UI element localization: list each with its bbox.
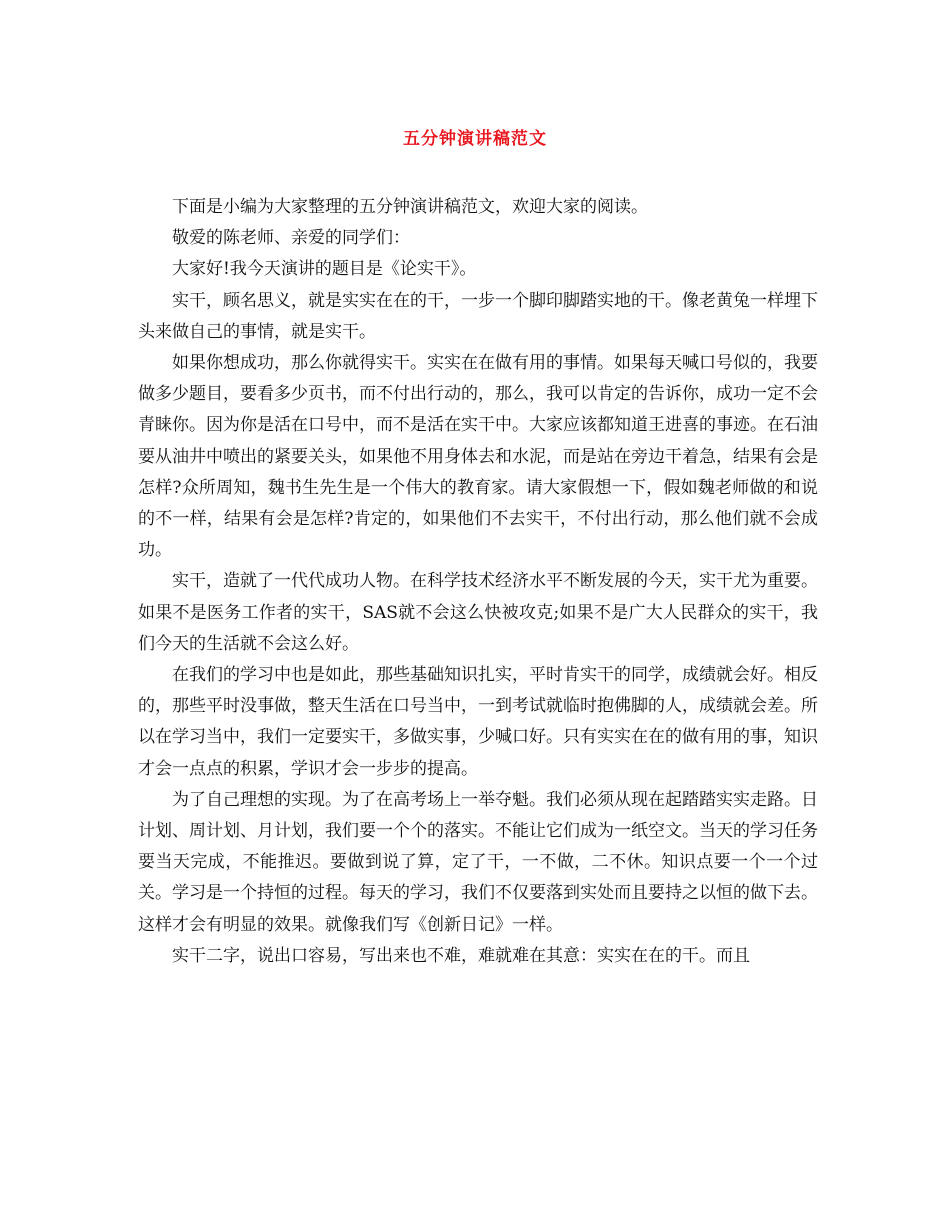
paragraph-ideals: 为了自己理想的实现。为了在高考场上一举夺魁。我们必须从现在起踏踏实实走路。日计划、周计划、月计划，我们要一个个的落实。不能让它们成为一纸空文。当天的学习任务要当天完成，不能推迟。要做到说了算，定了干，一不做，二不休。知识点要一个一个过关。学习是一个持恒的过程。每天的学习，我们不仅要落到实处而且要持之以恒的做下去。这样才会有明显的效果。就像我们写《创新日记》一样。 [138,789,818,935]
paragraph-greeting: 大家好!我今天演讲的题目是《论实干》。 [172,259,477,280]
paragraph-success: 如果你想成功，那么你就得实干。实实在在做有用的事情。如果每天喊口号似的，我要做多少题目，要看多少页书，而不付出行动的，那么，我可以肯定的告诉你，成功一定不会青睐你。因为你是活在口号中，而不是活在实干中。大家应该都知道王进喜的事迹。在石油要从油井中喷出的紧要关头，如果他不用身体去和水泥，而是站在旁边干着急，结果有会是怎样?众所周知，魏书生先生是一个伟大的教育家。请大家假想一下，假如魏老师做的和说的不一样，结果有会是怎样?肯定的，如果他们不去实干，不付出行动，那么他们就不会成功。 [138,353,818,561]
document-title: 五分钟演讲稿范文 [403,129,547,149]
paragraph-definition: 实干，顾名思义，就是实实在在的干，一步一个脚印脚踏实地的干。像老黄兔一样埋下头来做自己的事情，就是实干。 [138,290,818,342]
paragraph-study: 在我们的学习中也是如此，那些基础知识扎实，平时肯实干的同学，成绩就会好。相反的，那些平时没事做，整天生活在口号当中，一到考试就临时抱佛脚的人，成绩就会差。所以在学习当中，我们一定要实干，多做实事，少喊口好。只有实实在在的做有用的事，知识才会一点点的积累，学识才会一步步的提高。 [138,665,818,779]
paragraph-intro: 下面是小编为大家整理的五分钟演讲稿范文，欢迎大家的阅读。 [172,197,648,217]
paragraph-closing: 实干二字，说出口容易，写出来也不难，难就难在其意：实实在在的干。而且 [172,945,750,966]
document-body [138,192,818,972]
paragraph-achievers: 实干，造就了一代代成功人物。在科学技术经济水平不断发展的今天，实干尤为重要。如果不是医务工作者的实干，SAS就不会这么快被攻克;如果不是广大人民群众的实干，我们今天的生活就不会这么好。 [138,571,818,654]
paragraph-salutation: 敬爱的陈老师、亲爱的同学们： [172,228,410,249]
